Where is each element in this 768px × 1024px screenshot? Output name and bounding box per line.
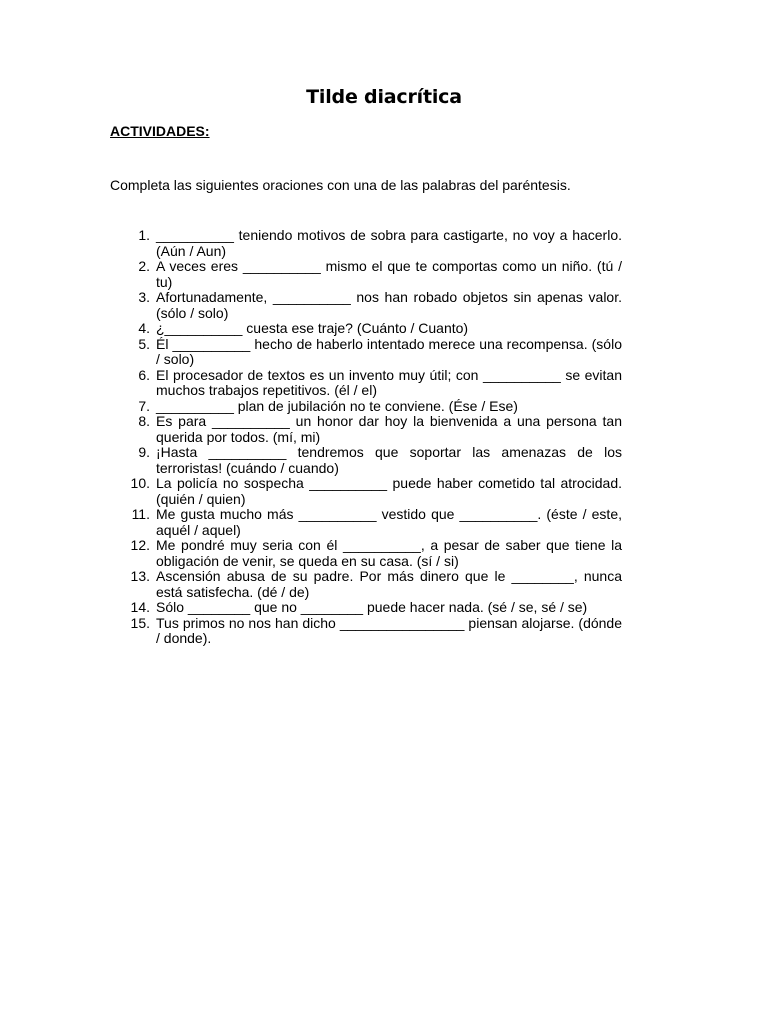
exercise-number: 3. <box>138 289 150 305</box>
exercise-text: Él __________ hecho de haberlo intentado merece una recompensa. (sólo / solo) <box>156 335 622 367</box>
exercise-item <box>110 569 622 600</box>
exercise-number: 11. <box>131 506 150 522</box>
exercise-text: Afortunadamente, __________ nos han robado objetos sin apenas valor. (sólo / solo) <box>156 289 622 321</box>
exercise-item <box>110 368 622 399</box>
exercise-number: 1. <box>138 227 150 243</box>
exercise-item <box>110 337 622 368</box>
exercise-item <box>110 445 622 476</box>
exercise-item <box>110 259 622 290</box>
exercise-item <box>110 228 622 259</box>
exercise-number: 15. <box>130 614 150 631</box>
exercise-item <box>110 616 622 647</box>
exercise-number: 2. <box>138 258 150 274</box>
exercise-number: 9. <box>138 444 150 460</box>
exercise-text: Me pondré muy seria con él __________, a pesar de saber que tiene la obligación de venir, se queda en su casa. (sí / si) <box>156 537 622 569</box>
exercise-list <box>110 228 622 647</box>
exercise-item <box>110 414 622 445</box>
exercise-item <box>110 600 622 616</box>
exercise-number: 6. <box>138 366 150 383</box>
exercise-text: La policía no sospecha __________ puede haber cometido tal atrocidad. (quién / quien) <box>156 475 622 507</box>
exercise-text: A veces eres __________ mismo el que te comportas como un niño. (tú / tu) <box>156 258 622 290</box>
exercise-item <box>110 507 622 538</box>
exercise-number: 5. <box>138 335 150 352</box>
page-title: Tilde diacrítica <box>306 86 462 108</box>
exercise-number: 12. <box>130 537 150 553</box>
exercise-text: Es para __________ un honor dar hoy la bienvenida a una persona tan querida por todos. (mí, mi) <box>156 413 622 445</box>
exercise-text: Ascensión abusa de su padre. Por más dinero que le ________, nunca está satisfecha. (dé / de) <box>156 568 622 600</box>
section-heading: ACTIVIDADES: <box>110 123 210 139</box>
exercise-text: El procesador de textos es un invento muy útil; con __________ se evitan muchos trabajos repetitivos. (él / el) <box>156 366 622 398</box>
exercise-item <box>110 476 622 507</box>
instructions-text: Completa las siguientes oraciones con una de las palabras del paréntesis. <box>110 177 571 193</box>
exercise-text: Tus primos no nos han dicho ________________ piensan alojarse. (dónde / donde). <box>156 614 622 646</box>
exercise-text: ¿__________ cuesta ese traje? (Cuánto / Cuanto) <box>156 320 469 336</box>
exercise-item <box>110 538 622 569</box>
exercise-number: 4. <box>138 320 150 336</box>
exercise-number: 10. <box>130 475 150 491</box>
exercise-number: 13. <box>130 568 150 584</box>
exercise-text: Sólo ________ que no ________ puede hacer nada. (sé / se, sé / se) <box>156 599 588 615</box>
exercise-item <box>110 321 622 337</box>
exercise-number: 7. <box>138 397 150 414</box>
exercise-text: __________ teniendo motivos de sobra para castigarte, no voy a hacerlo. (Aún / Aun) <box>156 227 622 259</box>
exercise-item <box>110 290 622 321</box>
exercise-text: Me gusta mucho más __________ vestido que __________. (éste / este, aquél / aquel) <box>156 506 622 538</box>
exercise-text: ¡Hasta __________ tendremos que soportar las amenazas de los terroristas! (cuándo / cuando) <box>156 444 622 476</box>
exercise-text: __________ plan de jubilación no te conviene. (Ése / Ese) <box>156 397 518 414</box>
exercise-number: 8. <box>138 413 150 429</box>
exercise-item <box>110 399 622 415</box>
exercise-number: 14. <box>130 599 150 615</box>
